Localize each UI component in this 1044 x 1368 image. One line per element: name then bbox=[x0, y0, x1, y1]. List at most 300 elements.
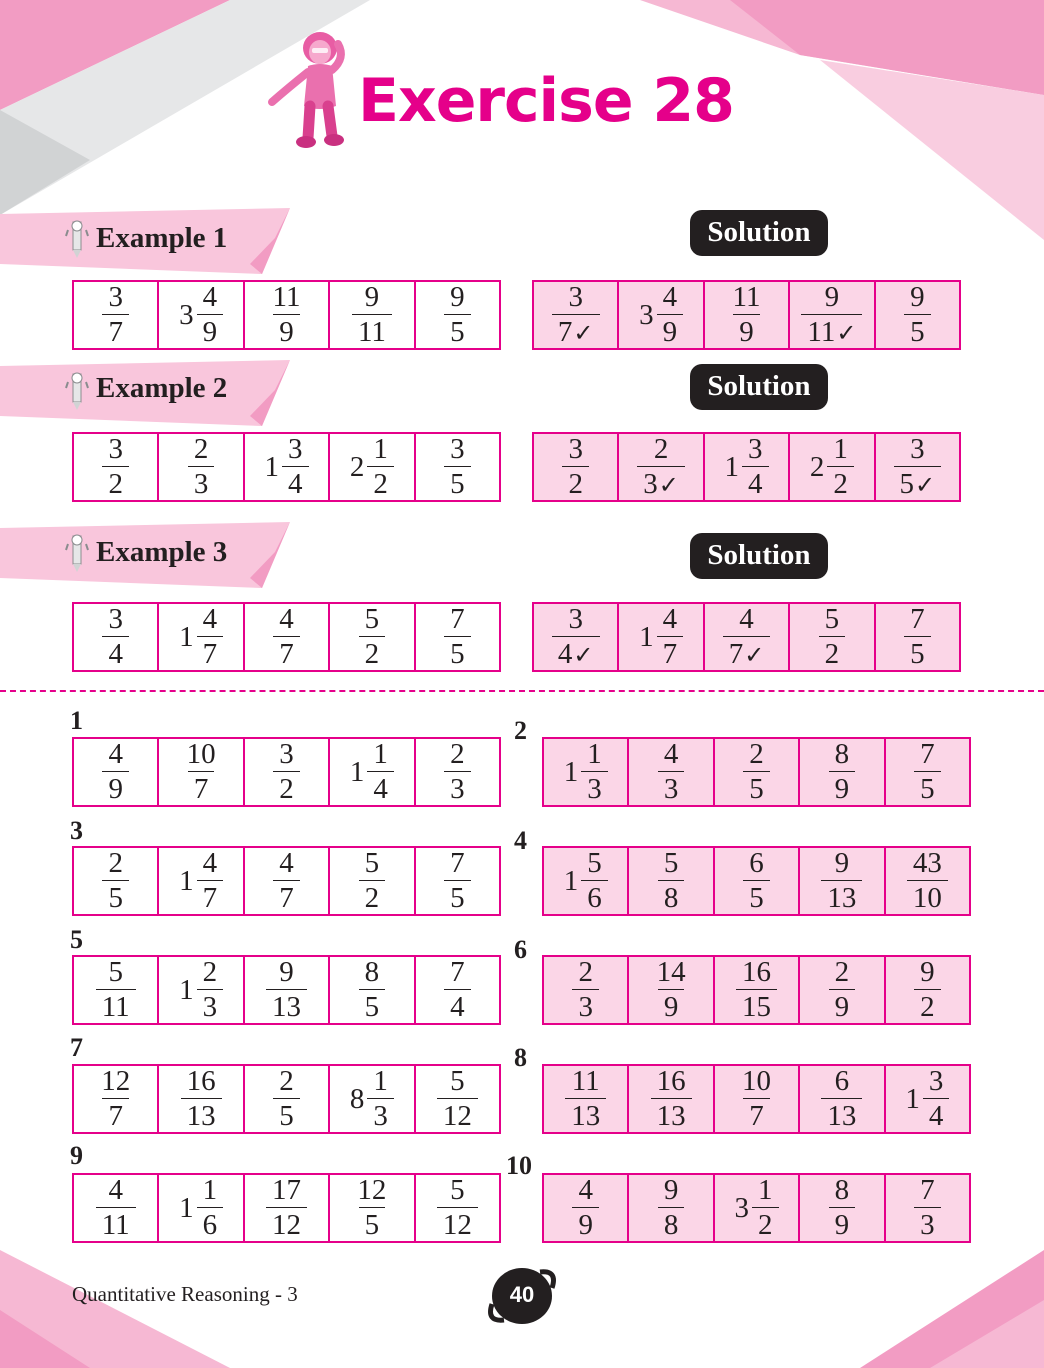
numerator: 4 bbox=[578, 1174, 593, 1206]
fraction bbox=[581, 740, 608, 804]
fraction bbox=[552, 283, 600, 347]
denominator-value: 2 bbox=[108, 468, 123, 500]
fraction bbox=[723, 605, 771, 669]
example-1-label: Example 1 bbox=[96, 222, 228, 254]
denominator bbox=[444, 771, 471, 804]
denominator-value: 12 bbox=[272, 1209, 302, 1241]
fraction-cell bbox=[416, 848, 499, 914]
fraction bbox=[444, 849, 471, 913]
fraction-cell bbox=[74, 604, 159, 670]
fraction bbox=[102, 435, 129, 499]
denominator bbox=[651, 1098, 692, 1131]
pencil-icon bbox=[64, 530, 90, 574]
numerator: 1 bbox=[587, 738, 602, 770]
fraction-cell bbox=[534, 434, 619, 500]
numerator: 3 bbox=[748, 433, 763, 465]
fraction-cell bbox=[245, 434, 330, 500]
fraction bbox=[444, 958, 471, 1022]
whole-number: 1 bbox=[179, 864, 194, 897]
fraction-cell bbox=[534, 282, 619, 348]
fraction-cell bbox=[74, 848, 159, 914]
fraction bbox=[658, 849, 685, 913]
fraction bbox=[829, 1176, 856, 1240]
numerator: 3 bbox=[108, 281, 123, 313]
denominator bbox=[197, 880, 224, 913]
page-number: 40 bbox=[509, 1282, 535, 1307]
whole-number: 3 bbox=[734, 1191, 750, 1224]
denominator bbox=[562, 466, 589, 499]
denominator bbox=[273, 314, 300, 347]
check-icon: ✓ bbox=[658, 471, 679, 499]
fraction-cell bbox=[330, 848, 415, 914]
denominator bbox=[658, 989, 685, 1022]
denominator-value: 7 bbox=[202, 638, 218, 670]
denominator bbox=[359, 989, 386, 1022]
fraction-cell bbox=[159, 957, 244, 1023]
numerator: 7 bbox=[920, 1174, 935, 1206]
fraction-cell bbox=[800, 957, 885, 1023]
fraction-cell bbox=[800, 739, 885, 805]
denominator-value: 6 bbox=[587, 882, 602, 914]
denominator-value: 4 bbox=[748, 468, 763, 500]
denominator-value: 5 bbox=[450, 882, 465, 914]
denominator-value: 2 bbox=[824, 638, 840, 670]
denominator bbox=[904, 314, 931, 347]
fraction-cell bbox=[876, 282, 959, 348]
whole-number: 1 bbox=[179, 973, 194, 1006]
denominator-value: 7 bbox=[279, 882, 294, 914]
numerator: 9 bbox=[663, 1174, 679, 1206]
whole-number: 1 bbox=[264, 450, 280, 483]
fraction bbox=[359, 849, 386, 913]
fraction-cell bbox=[416, 434, 499, 500]
whole-number: 3 bbox=[179, 298, 194, 331]
fraction-cell bbox=[629, 739, 714, 805]
denominator bbox=[829, 989, 856, 1022]
fraction-cell bbox=[245, 739, 330, 805]
numerator: 4 bbox=[202, 281, 218, 313]
fraction-cell bbox=[619, 604, 704, 670]
fraction-cell bbox=[74, 1066, 159, 1132]
fraction bbox=[273, 740, 300, 804]
numerator: 4 bbox=[279, 603, 294, 635]
question-6-row bbox=[542, 955, 971, 1025]
question-number: 2 bbox=[514, 716, 527, 745]
example-2-ribbon bbox=[0, 360, 290, 428]
example-2-solution-badge: Solution bbox=[690, 364, 828, 410]
example-3-label: Example 3 bbox=[96, 536, 228, 568]
fraction bbox=[727, 283, 767, 347]
denominator-value: 7 bbox=[557, 316, 573, 348]
page-title: Exercise 28 bbox=[358, 66, 734, 136]
fraction-cell bbox=[245, 957, 330, 1023]
denominator-value: 5 bbox=[749, 882, 764, 914]
check-icon: ✓ bbox=[744, 641, 765, 669]
fraction-cell bbox=[416, 739, 499, 805]
denominator-value: 9 bbox=[834, 1209, 850, 1241]
numerator: 16 bbox=[656, 1065, 686, 1097]
denominator-value: 5 bbox=[364, 991, 380, 1023]
numerator: 5 bbox=[450, 1174, 465, 1206]
denominator-value: 7 bbox=[728, 638, 744, 670]
fraction-cell bbox=[544, 848, 629, 914]
denominator-value: 4 bbox=[288, 468, 303, 500]
denominator-value: 2 bbox=[373, 468, 388, 500]
whole-number: 1 bbox=[179, 1191, 194, 1224]
denominator-value: 5 bbox=[920, 773, 935, 805]
fraction-cell bbox=[416, 604, 499, 670]
title-block bbox=[268, 28, 734, 152]
fraction bbox=[658, 1176, 685, 1240]
fraction-cell bbox=[715, 848, 800, 914]
fraction bbox=[437, 1067, 478, 1131]
denominator bbox=[827, 466, 854, 499]
numerator: 4 bbox=[663, 738, 679, 770]
denominator bbox=[657, 636, 684, 669]
fraction bbox=[351, 1176, 392, 1240]
question-8-row bbox=[542, 1064, 971, 1134]
denominator bbox=[752, 1207, 779, 1240]
denominator-value: 7 bbox=[749, 1100, 764, 1132]
denominator-value: 2 bbox=[364, 882, 380, 914]
denominator bbox=[102, 314, 129, 347]
fraction bbox=[273, 605, 300, 669]
question-number: 6 bbox=[514, 935, 527, 964]
numerator: 4 bbox=[108, 1174, 123, 1206]
denominator-value: 5 bbox=[279, 1100, 294, 1132]
fraction-cell bbox=[886, 957, 969, 1023]
fraction bbox=[827, 435, 854, 499]
fraction-cell bbox=[74, 434, 159, 500]
numerator: 5 bbox=[364, 847, 380, 879]
fraction-cell bbox=[159, 434, 244, 500]
denominator-value: 4 bbox=[108, 638, 123, 670]
numerator: 7 bbox=[450, 603, 465, 635]
denominator bbox=[102, 880, 129, 913]
whole-number: 1 bbox=[349, 755, 365, 788]
denominator-value: 9 bbox=[834, 991, 850, 1023]
question-number: 7 bbox=[70, 1033, 83, 1062]
fraction-cell bbox=[416, 1066, 499, 1132]
fraction bbox=[266, 1176, 307, 1240]
fraction-cell bbox=[715, 1175, 800, 1241]
whole-number: 1 bbox=[563, 755, 579, 788]
fraction bbox=[359, 958, 386, 1022]
example-3-question-row bbox=[72, 602, 501, 672]
fraction-cell bbox=[330, 739, 415, 805]
denominator bbox=[829, 1207, 856, 1240]
fraction-cell bbox=[705, 282, 790, 348]
fraction bbox=[914, 1176, 941, 1240]
fraction bbox=[581, 849, 608, 913]
fraction-cell bbox=[245, 604, 330, 670]
whole-number: 8 bbox=[349, 1082, 365, 1115]
fraction bbox=[743, 849, 770, 913]
check-icon: ✓ bbox=[915, 471, 936, 499]
numerator: 4 bbox=[662, 603, 678, 635]
fraction bbox=[572, 958, 599, 1022]
numerator: 43 bbox=[912, 847, 942, 879]
denominator bbox=[102, 466, 129, 499]
denominator bbox=[444, 466, 471, 499]
denominator bbox=[102, 636, 129, 669]
question-3-row bbox=[72, 846, 501, 916]
fraction bbox=[743, 740, 770, 804]
denominator bbox=[581, 880, 608, 913]
denominator-value: 13 bbox=[272, 991, 302, 1023]
denominator-value: 7 bbox=[202, 882, 218, 914]
fraction bbox=[637, 435, 685, 499]
denominator-value: 5 bbox=[450, 468, 465, 500]
numerator: 4 bbox=[202, 847, 218, 879]
denominator-value: 7 bbox=[108, 316, 123, 348]
denominator bbox=[96, 989, 136, 1022]
fraction bbox=[904, 283, 931, 347]
denominator bbox=[581, 771, 608, 804]
numerator: 7 bbox=[450, 847, 465, 879]
numerator: 1 bbox=[373, 1065, 388, 1097]
fraction bbox=[102, 605, 129, 669]
pencil-icon bbox=[64, 368, 90, 412]
denominator-value: 7 bbox=[193, 773, 209, 805]
denominator bbox=[197, 989, 224, 1022]
denominator-value: 11 bbox=[807, 316, 836, 348]
numerator: 2 bbox=[578, 956, 593, 988]
denominator bbox=[197, 1207, 224, 1240]
example-1-ribbon bbox=[0, 208, 290, 276]
denominator bbox=[572, 989, 599, 1022]
example-2-solution-row bbox=[532, 432, 961, 502]
fraction-cell bbox=[245, 1175, 330, 1241]
denominator bbox=[742, 466, 769, 499]
question-number: 5 bbox=[70, 925, 83, 954]
denominator bbox=[197, 314, 224, 347]
fraction bbox=[736, 958, 777, 1022]
denominator-value: 5 bbox=[910, 638, 925, 670]
pencil-icon bbox=[64, 216, 90, 260]
fraction-cell bbox=[245, 282, 330, 348]
numerator: 12 bbox=[101, 1065, 131, 1097]
example-1-solution-row bbox=[532, 280, 961, 350]
denominator-value: 4 bbox=[557, 638, 573, 670]
example-1-solution-badge: Solution bbox=[690, 210, 828, 256]
numerator: 17 bbox=[272, 1174, 302, 1206]
numerator: 2 bbox=[202, 956, 218, 988]
denominator-value: 12 bbox=[442, 1209, 472, 1241]
page-number-badge bbox=[486, 1264, 558, 1328]
numerator: 4 bbox=[739, 603, 754, 635]
fraction bbox=[367, 1067, 394, 1131]
denominator-value: 3 bbox=[578, 991, 593, 1023]
numerator: 3 bbox=[568, 433, 583, 465]
fraction-cell bbox=[74, 957, 159, 1023]
fraction bbox=[197, 605, 224, 669]
numerator: 3 bbox=[108, 433, 123, 465]
denominator-value: 5 bbox=[364, 1209, 380, 1241]
numerator: 2 bbox=[749, 738, 764, 770]
denominator-value: 3 bbox=[663, 773, 679, 805]
fraction-cell bbox=[74, 739, 159, 805]
fraction bbox=[821, 1067, 862, 1131]
fraction bbox=[197, 849, 224, 913]
numerator: 11 bbox=[272, 281, 301, 313]
numerator: 9 bbox=[279, 956, 294, 988]
denominator bbox=[819, 636, 846, 669]
numerator: 8 bbox=[834, 1174, 850, 1206]
denominator-value: 2 bbox=[920, 991, 935, 1023]
fraction bbox=[181, 1067, 222, 1131]
fraction bbox=[273, 1067, 300, 1131]
numerator: 7 bbox=[910, 603, 925, 635]
question-number: 10 bbox=[506, 1151, 532, 1180]
denominator bbox=[282, 466, 309, 499]
whole-number: 2 bbox=[349, 450, 365, 483]
denominator-value: 2 bbox=[279, 773, 294, 805]
fraction bbox=[907, 849, 948, 913]
denominator bbox=[188, 466, 215, 499]
fraction bbox=[273, 849, 300, 913]
fraction bbox=[923, 1067, 950, 1131]
numerator: 5 bbox=[450, 1065, 465, 1097]
denominator bbox=[801, 314, 862, 347]
fraction bbox=[658, 740, 685, 804]
denominator-value: 9 bbox=[108, 773, 123, 805]
denominator-value: 3 bbox=[587, 773, 602, 805]
numerator: 4 bbox=[108, 738, 123, 770]
question-number: 1 bbox=[70, 706, 83, 735]
denominator-value: 4 bbox=[450, 991, 465, 1023]
denominator bbox=[359, 636, 386, 669]
denominator-value: 4 bbox=[928, 1100, 944, 1132]
numerator: 2 bbox=[193, 433, 209, 465]
question-1-row bbox=[72, 737, 501, 807]
fraction-cell bbox=[886, 739, 969, 805]
whole-number: 1 bbox=[724, 450, 740, 483]
question-number: 9 bbox=[70, 1141, 83, 1170]
denominator-value: 13 bbox=[571, 1100, 601, 1132]
fraction-cell bbox=[330, 1175, 415, 1241]
example-2-question-row bbox=[72, 432, 501, 502]
denominator bbox=[444, 636, 471, 669]
numerator: 11 bbox=[732, 281, 761, 313]
question-7-row bbox=[72, 1064, 501, 1134]
numerator: 3 bbox=[288, 433, 303, 465]
numerator: 2 bbox=[279, 1065, 294, 1097]
numerator: 9 bbox=[364, 281, 380, 313]
denominator-value: 5 bbox=[450, 316, 465, 348]
whole-number: 1 bbox=[179, 620, 194, 653]
fraction bbox=[657, 283, 684, 347]
fraction bbox=[359, 605, 386, 669]
numerator: 14 bbox=[656, 956, 686, 988]
denominator-value: 4 bbox=[373, 773, 388, 805]
question-number: 8 bbox=[514, 1043, 527, 1072]
fraction bbox=[102, 740, 129, 804]
numerator: 16 bbox=[742, 956, 772, 988]
fraction bbox=[102, 283, 129, 347]
denominator bbox=[658, 1207, 685, 1240]
numerator: 7 bbox=[920, 738, 935, 770]
denominator bbox=[352, 314, 392, 347]
fraction-cell bbox=[330, 957, 415, 1023]
check-icon: ✓ bbox=[573, 319, 594, 347]
fraction bbox=[562, 435, 589, 499]
denominator bbox=[181, 1098, 222, 1131]
denominator-value: 3 bbox=[373, 1100, 388, 1132]
whole-number: 2 bbox=[809, 450, 825, 483]
denominator-value: 8 bbox=[663, 882, 679, 914]
fraction bbox=[829, 958, 856, 1022]
numerator: 2 bbox=[108, 847, 123, 879]
denominator-value: 6 bbox=[202, 1209, 218, 1241]
question-number: 3 bbox=[70, 816, 83, 845]
fraction-cell bbox=[790, 282, 875, 348]
denominator-value: 13 bbox=[656, 1100, 686, 1132]
numerator: 9 bbox=[910, 281, 925, 313]
fraction bbox=[188, 435, 215, 499]
numerator: 11 bbox=[571, 1065, 600, 1097]
numerator: 9 bbox=[824, 281, 840, 313]
fraction-cell bbox=[416, 1175, 499, 1241]
numerator: 1 bbox=[833, 433, 848, 465]
denominator bbox=[102, 771, 129, 804]
whole-number: 1 bbox=[563, 864, 579, 897]
fraction-cell bbox=[790, 434, 875, 500]
fraction bbox=[95, 1067, 136, 1131]
denominator bbox=[736, 989, 777, 1022]
denominator-value: 7 bbox=[108, 1100, 123, 1132]
fraction bbox=[181, 740, 222, 804]
fraction-cell bbox=[619, 282, 704, 348]
numerator: 6 bbox=[749, 847, 764, 879]
fraction-cell bbox=[330, 1066, 415, 1132]
numerator: 3 bbox=[928, 1065, 944, 1097]
fraction bbox=[197, 958, 224, 1022]
denominator-value: 2 bbox=[758, 1209, 773, 1241]
denominator-value: 3 bbox=[643, 468, 658, 500]
denominator-value: 5 bbox=[910, 316, 925, 348]
denominator bbox=[637, 466, 685, 499]
fraction bbox=[96, 1176, 136, 1240]
fraction bbox=[552, 605, 600, 669]
fraction bbox=[197, 283, 224, 347]
denominator-value: 11 bbox=[357, 316, 386, 348]
fraction bbox=[444, 283, 471, 347]
fraction bbox=[352, 283, 392, 347]
denominator bbox=[733, 314, 760, 347]
numerator: 1 bbox=[758, 1174, 773, 1206]
fraction bbox=[444, 605, 471, 669]
denominator bbox=[367, 466, 394, 499]
fraction bbox=[96, 958, 136, 1022]
denominator-value: 10 bbox=[912, 882, 942, 914]
fraction-cell bbox=[74, 282, 159, 348]
denominator-value: 9 bbox=[663, 991, 679, 1023]
denominator bbox=[743, 1098, 770, 1131]
section-divider bbox=[0, 690, 1044, 692]
fraction-cell bbox=[629, 1066, 714, 1132]
numerator: 1 bbox=[373, 433, 388, 465]
numerator: 3 bbox=[450, 433, 465, 465]
example-3-solution-badge: Solution bbox=[690, 533, 828, 579]
denominator bbox=[102, 1098, 129, 1131]
denominator bbox=[552, 314, 600, 347]
denominator-value: 11 bbox=[101, 991, 130, 1023]
denominator bbox=[658, 771, 685, 804]
fraction bbox=[367, 435, 394, 499]
denominator bbox=[273, 636, 300, 669]
denominator bbox=[552, 636, 600, 669]
